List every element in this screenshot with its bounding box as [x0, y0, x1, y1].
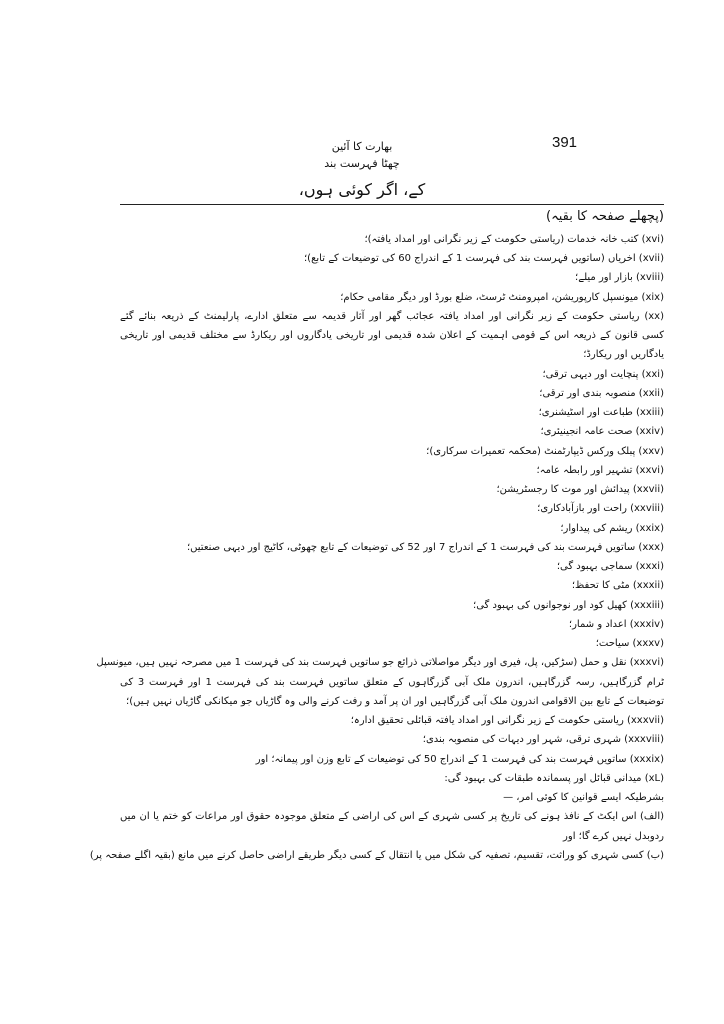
list-item-xxx: (xxx) ساتویں فہرست بند کی فہرست 1 کے اندراج 7 اور 52 کی توضیعات کے تابع چھوٹی، کاٹیج اور دیہی صنعتیں؛ — [187, 542, 664, 553]
list-item-xviii: (xviii) بازار اور میلے؛ — [575, 272, 664, 283]
section-heading: کے، اگر کوئی ہوں، — [298, 180, 426, 199]
proviso-clause-a: (الف) اس ایکٹ کے نافذ ہونے کی تاریخ پر کسی شہری کے اس کی اراضی کے متعلق موجودہ حقوق اور مراعات کو ختم یا ان میں — [120, 811, 664, 822]
list-item-xl: (xL) میدانی قبائل اور پسماندہ طبقات کی بہبود گی: — [444, 773, 664, 784]
proviso-intro: بشرطیکہ ایسے قوانین کا کوئی امر، — — [503, 792, 664, 803]
list-item-xxvii: (xxvii) پیدائش اور موت کا رجسٹریشن؛ — [496, 484, 664, 495]
list-item-xxxix: (xxxix) ساتویں فہرست بند کی فہرست 1 کے اندراج 50 کی توضیعات کے تابع وزن اور پیمانہ؛ اور — [255, 754, 664, 765]
list-item-xxii: (xxii) منصوبہ بندی اور ترقی؛ — [539, 388, 664, 399]
list-item-xxxvi-continuation: ٹرام گزرگاہیں، رسہ گزرگاہیں، اندرون ملک آبی گزرگاہوں کے متعلق ساتویں فہرست بند کی فہرست 1 اور فہرست 3 کی — [120, 677, 664, 688]
proviso-clause-a-continuation: ردوبدل نہیں کرے گا؛ اور — [563, 831, 664, 842]
list-item-xxxvi-continuation: توضیعات کے تابع بین الاقوامی اندرون ملک آبی گزرگاہیں اور ان پر آمد و رفت کرنے والی وہ گاڑیاں جو میکانکی گاڑیاں نہیں ہیں)؛ — [126, 696, 664, 707]
list-item-xx-continuation: یادگاریں اور ریکارڈ؛ — [583, 349, 664, 360]
continued-note: (پچھلے صفحہ کا بقیہ) — [546, 209, 664, 224]
proviso-clause-b: (ب) کسی شہری کو وراثت، تقسیم، تصفیہ کی شکل میں یا انتقال کے کسی دیگر طریقے اراضی حاصل کرنے میں مانع (بقیہ اگلے صفحہ پر) — [89, 850, 664, 861]
list-item-xxxv: (xxxv) سیاحت؛ — [595, 638, 664, 649]
list-item-xxxiv: (xxxiv) اعداد و شمار؛ — [568, 619, 664, 630]
page-number: 391 — [552, 134, 578, 151]
list-item-xxiv: (xxiv) صحت عامہ انجینیئری؛ — [540, 426, 664, 437]
list-item-xvi: (xvi) کتب خانہ خدمات (ریاستی حکومت کے زیر نگرانی اور امداد یافتہ)؛ — [364, 234, 664, 245]
list-item-xvii: (xvii) اخریاں (ساتویں فہرست بند کی فہرست 1 کے اندراج 60 کی توضیعات کے تابع)؛ — [304, 253, 664, 264]
list-item-xxvi: (xxvi) تشہیر اور رابطہ عامہ؛ — [536, 465, 664, 476]
list-item-xxxvii: (xxxvii) ریاستی حکومت کے زیر نگرانی اور امداد یافتہ قبائلی تحقیق ادارہ؛ — [350, 715, 664, 726]
list-item-xx-continuation: کسی قانون کے ذریعہ اس کے قومی اہمیت کے اعلان شدہ قدیمی اور تاریخی یادگاروں اور ریکارڈ سے مختلف قدیمی اور تاریخی — [120, 330, 664, 341]
list-item-xxi: (xxi) پنچایت اور دیہی ترقی؛ — [542, 369, 664, 380]
list-item-xix: (xix) میونسپل کارپوریشن، امپرومنٹ ٹرسٹ، ضلع بورڈ اور دیگر مقامی حکام؛ — [340, 292, 664, 303]
running-header-title: بھارت کا آئین — [331, 140, 393, 153]
list-item-xxiii: (xxiii) طباعت اور اسٹیشنری؛ — [538, 407, 664, 418]
list-item-xxxiii: (xxxiii) کھیل کود اور نوجوانوں کی بہبود گی؛ — [473, 600, 664, 611]
list-item-xxxii: (xxxii) مٹی کا تحفظ؛ — [571, 580, 664, 591]
list-item-xxxvi: (xxxvi) نقل و حمل (سڑکیں، پل، فیری اور دیگر مواصلاتی ذرائع جو ساتویں فہرست بند کی فہرست 1 میں مصرحہ نہیں ہیں، میونسپل — [96, 657, 664, 668]
list-item-xxviii: (xxviii) راحت اور بازآبادکاری؛ — [537, 503, 664, 514]
list-item-xx: (xx) ریاستی حکومت کے زیر نگرانی اور امداد یافتہ عجائب گھر اور آثار قدیمہ سے متعلق ادارے، پارلیمنٹ کے ذریعہ بنائے گئے — [120, 311, 664, 322]
list-item-xxix: (xxix) ریشم کی پیداوار؛ — [560, 523, 664, 534]
header-divider — [120, 204, 664, 205]
list-item-xxxviii: (xxxviii) شہری ترقی، شہر اور دیہات کی منصوبہ بندی؛ — [422, 734, 664, 745]
list-item-xxv: (xxv) پبلک ورکس ڈیپارٹمنٹ (محکمہ تعمیرات سرکاری)؛ — [426, 446, 664, 457]
list-item-xxxi: (xxxi) سماجی بہبود گی؛ — [556, 561, 664, 572]
running-header-subtitle: چھٹا فہرست بند — [324, 157, 400, 170]
